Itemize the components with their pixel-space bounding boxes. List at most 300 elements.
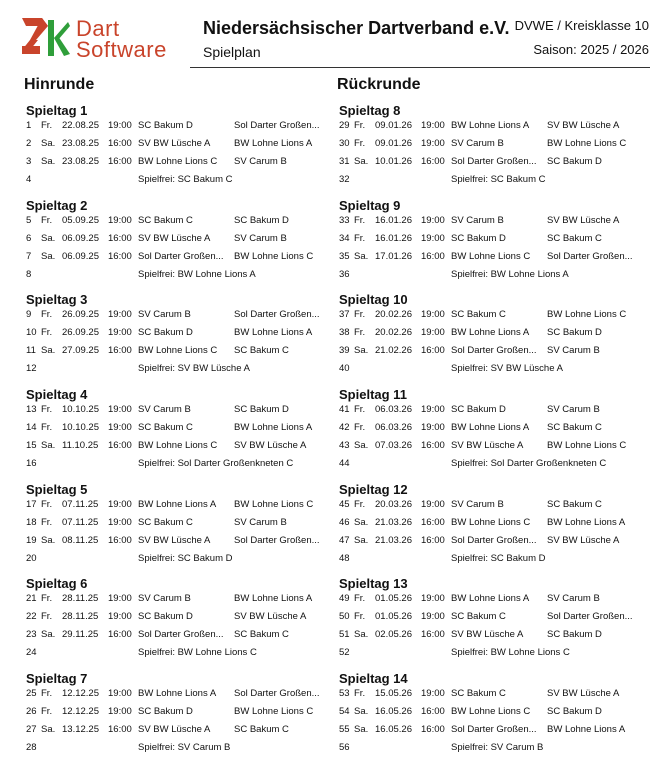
away-team: SC Bakum D [547,327,602,339]
bye-number: 44 [339,458,350,470]
away-team: SV BW Lüsche A [547,534,620,546]
dart-software-logo-icon [20,16,72,60]
away-team: BW Lohne Lions C [547,309,627,321]
match-time: 16:00 [421,629,445,641]
home-team: Sol Darter Großen... [451,534,537,546]
home-team: BW Lohne Lions C [451,250,531,262]
home-team: SV BW Lüsche A [138,138,211,149]
bye-team: Spielfrei: SV Carum B [451,742,544,754]
home-team: SC Bakum D [138,120,193,131]
match-number: 43 [339,440,350,452]
away-team: BW Lohne Lions A [547,724,626,736]
match-time: 16:00 [108,138,132,149]
match-time: 19:00 [108,611,132,623]
match-date: 06.03.26 [375,422,412,434]
match-weekday: Sa. [354,706,369,718]
match-weekday: Fr. [41,404,53,416]
match-time: 16:00 [108,232,132,244]
bye-number: 28 [26,742,37,754]
away-team: BW Lohne Lions A [234,327,313,339]
home-team: SC Bakum D [138,706,193,718]
match-time: 19:00 [421,593,445,605]
match-weekday: Sa. [41,534,56,546]
rueckrunde-column [335,102,655,765]
away-team: SC Bakum D [547,156,602,167]
match-date: 17.01.26 [375,250,412,262]
away-team: SC Bakum C [234,629,289,641]
match-number: 41 [339,404,350,416]
bye-number: 36 [339,268,350,280]
match-time: 19:00 [108,422,132,434]
away-team: SV BW Lüsche A [547,120,620,131]
match-date: 26.09.25 [62,309,99,321]
match-number: 29 [339,120,350,131]
match-weekday: Fr. [354,422,366,434]
away-team: SC Bakum C [547,422,602,434]
match-time: 16:00 [108,629,132,641]
match-number: 30 [339,138,350,149]
match-date: 05.09.25 [62,214,99,226]
match-weekday: Sa. [41,345,56,357]
match-weekday: Sa. [354,156,369,167]
match-time: 19:00 [421,404,445,416]
away-team: BW Lohne Lions C [234,498,314,510]
match-date: 09.01.26 [375,120,412,131]
document-subtitle: Spielplan [203,44,261,60]
match-date: 20.02.26 [375,309,412,321]
match-number: 38 [339,327,350,339]
home-team: SC Bakum C [138,214,193,226]
match-date: 21.03.26 [375,516,412,528]
match-weekday: Fr. [354,688,366,700]
match-date: 10.10.25 [62,404,99,416]
match-number: 17 [26,498,37,510]
logo-wordmark [76,18,167,60]
match-number: 21 [26,593,37,605]
match-time: 19:00 [108,498,132,510]
bye-team: Spielfrei: BW Lohne Lions A [138,268,256,280]
bye-number: 32 [339,174,350,185]
match-time: 16:00 [108,534,132,546]
home-team: SV Carum B [138,593,191,605]
matchday-block [22,386,342,481]
match-date: 15.05.26 [375,688,412,700]
match-date: 20.02.26 [375,327,412,339]
home-team: Sol Darter Großen... [138,250,224,262]
match-weekday: Fr. [41,309,53,321]
away-team: SC Bakum C [547,232,602,244]
home-team: SC Bakum C [451,688,506,700]
away-team: BW Lohne Lions C [547,138,627,149]
home-team: SV Carum B [451,138,504,149]
match-weekday: Fr. [41,422,53,434]
away-team: Sol Darter Großen... [234,120,320,131]
home-team: SV Carum B [451,498,504,510]
match-weekday: Sa. [354,516,369,528]
home-team: SV Carum B [138,309,191,321]
away-team: SC Bakum C [547,498,602,510]
match-number: 14 [26,422,37,434]
match-number: 23 [26,629,37,641]
matchday-block [335,386,655,481]
match-weekday: Fr. [41,593,53,605]
match-number: 9 [26,309,32,321]
match-time: 19:00 [421,232,445,244]
match-weekday: Sa. [354,629,369,641]
logo-line-1: Dart [76,16,120,41]
away-team: SV Carum B [547,404,600,416]
away-team: BW Lohne Lions A [547,516,626,528]
match-number: 42 [339,422,350,434]
match-time: 16:00 [421,534,445,546]
match-weekday: Sa. [41,250,56,262]
away-team: SC Bakum C [234,724,289,736]
away-team: Sol Darter Großen... [234,534,320,546]
match-weekday: Fr. [354,120,366,131]
match-date: 20.03.26 [375,498,412,510]
match-weekday: Fr. [41,120,53,131]
matchday-block [335,481,655,576]
match-weekday: Sa. [354,534,369,546]
match-time: 16:00 [108,250,132,262]
match-time: 19:00 [108,688,132,700]
away-team: BW Lohne Lions C [234,250,314,262]
bye-team: Spielfrei: SV Carum B [138,742,231,754]
bye-team: Spielfrei: SC Bakum C [138,174,233,185]
match-date: 01.05.26 [375,611,412,623]
home-team: Sol Darter Großen... [138,629,224,641]
match-number: 55 [339,724,350,736]
away-team: Sol Darter Großen... [234,309,320,321]
match-time: 19:00 [421,120,445,131]
match-time: 16:00 [108,345,132,357]
bye-number: 52 [339,647,350,659]
logo-line-2: Software [76,37,167,62]
matchday-block [22,197,342,292]
away-team: SC Bakum D [547,629,602,641]
match-date: 16.01.26 [375,214,412,226]
match-number: 6 [26,232,32,244]
match-number: 54 [339,706,350,718]
home-team: SV BW Lüsche A [451,440,524,452]
home-team: BW Lohne Lions A [451,593,530,605]
match-number: 51 [339,629,350,641]
away-team: SV Carum B [234,156,287,167]
matchday-block [22,575,342,670]
match-weekday: Sa. [41,232,56,244]
home-team: Sol Darter Großen... [451,345,537,357]
home-team: SV BW Lüsche A [451,629,524,641]
match-weekday: Sa. [354,440,369,452]
match-date: 01.05.26 [375,593,412,605]
home-team: SV BW Lüsche A [138,534,211,546]
match-weekday: Sa. [41,629,56,641]
bye-number: 16 [26,458,37,470]
matchday-block [335,670,655,765]
match-date: 07.11.25 [62,516,99,528]
match-date: 11.10.25 [62,440,99,452]
away-team: SV Carum B [547,593,600,605]
matchday-title: Spieltag 4 [26,387,88,403]
bye-number: 24 [26,647,37,659]
home-team: SV Carum B [138,404,191,416]
dart-software-logo [20,16,192,60]
match-date: 22.08.25 [62,120,99,131]
matchday-title: Spieltag 1 [26,103,88,118]
match-time: 16:00 [421,706,445,718]
match-time: 19:00 [108,120,132,131]
bye-number: 48 [339,552,350,564]
match-number: 27 [26,724,37,736]
match-weekday: Sa. [41,138,56,149]
match-weekday: Fr. [354,611,366,623]
home-team: SC Bakum C [451,611,506,623]
away-team: SC Bakum C [234,345,289,357]
away-team: BW Lohne Lions C [547,440,627,452]
matchday-title: Spieltag 14 [339,671,408,687]
bye-team: Spielfrei: BW Lohne Lions C [451,647,570,659]
match-date: 26.09.25 [62,327,99,339]
matchday-title: Spieltag 12 [339,481,408,497]
organization-title: Niedersächsischer Dartverband e.V. [203,18,510,38]
match-date: 29.11.25 [62,629,99,641]
bye-number: 4 [26,174,32,185]
match-time: 16:00 [421,345,445,357]
hinrunde-column [22,102,342,765]
match-date: 07.03.26 [375,440,412,452]
away-team: Sol Darter Großen... [234,688,320,700]
match-number: 35 [339,250,350,262]
match-time: 19:00 [421,327,445,339]
match-weekday: Fr. [354,232,366,244]
match-time: 19:00 [108,214,132,226]
match-time: 16:00 [108,440,132,452]
match-number: 37 [339,309,350,321]
away-team: SC Bakum D [547,706,602,718]
match-date: 08.11.25 [62,534,99,546]
home-team: BW Lohne Lions C [138,440,218,452]
match-time: 16:00 [108,156,132,167]
home-team: SC Bakum C [138,422,193,434]
match-weekday: Fr. [41,706,53,718]
match-weekday: Sa. [354,724,369,736]
match-weekday: Fr. [354,327,366,339]
match-date: 10.01.26 [375,156,412,167]
match-date: 23.08.25 [62,156,99,167]
bye-team: Spielfrei: Sol Darter Großenkneten C [451,458,607,470]
match-date: 27.09.25 [62,345,99,357]
match-number: 22 [26,611,37,623]
matchday-block [335,102,655,197]
match-date: 09.01.26 [375,138,412,149]
match-date: 02.05.26 [375,629,412,641]
matchday-block [335,575,655,670]
match-time: 19:00 [108,309,132,321]
match-weekday: Fr. [41,214,53,226]
match-time: 16:00 [421,250,445,262]
match-time: 19:00 [108,706,132,718]
away-team: SV Carum B [234,516,287,528]
match-date: 06.09.25 [62,232,99,244]
match-time: 16:00 [421,516,445,528]
league-label: DVWE / Kreisklasse 10 [514,18,649,33]
away-team: SV BW Lüsche A [234,440,307,452]
match-weekday: Fr. [354,593,366,605]
bye-number: 56 [339,742,350,754]
match-date: 28.11.25 [62,611,99,623]
match-weekday: Sa. [354,250,369,262]
match-time: 19:00 [421,422,445,434]
match-weekday: Fr. [41,688,53,700]
home-team: BW Lohne Lions C [451,706,531,718]
match-number: 7 [26,250,32,262]
match-time: 16:00 [421,724,445,736]
match-number: 33 [339,214,350,226]
match-number: 5 [26,214,32,226]
match-number: 13 [26,404,37,416]
matchday-block [22,670,342,765]
match-number: 34 [339,232,350,244]
match-weekday: Fr. [41,611,53,623]
bye-team: Spielfrei: SV BW Lüsche A [451,363,563,375]
match-number: 47 [339,534,350,546]
home-team: Sol Darter Großen... [451,156,537,167]
match-number: 31 [339,156,350,167]
matchday-block [22,102,342,197]
match-weekday: Sa. [354,345,369,357]
match-time: 19:00 [421,611,445,623]
match-number: 2 [26,138,32,149]
home-team: SV BW Lüsche A [138,724,211,736]
matchday-block [22,291,342,386]
home-team: BW Lohne Lions A [451,422,530,434]
match-weekday: Fr. [354,138,366,149]
match-date: 12.12.25 [62,706,99,718]
home-team: BW Lohne Lions A [451,120,530,131]
match-date: 21.03.26 [375,534,412,546]
header-divider [190,67,650,68]
bye-team: Spielfrei: BW Lohne Lions A [451,268,569,280]
home-team: BW Lohne Lions A [138,688,217,700]
match-number: 53 [339,688,350,700]
bye-number: 8 [26,268,32,280]
match-date: 16.05.26 [375,724,412,736]
bye-number: 12 [26,363,37,375]
away-team: SC Bakum D [234,404,289,416]
home-team: SC Bakum C [138,516,193,528]
match-time: 19:00 [421,688,445,700]
bye-number: 20 [26,552,37,564]
bye-team: Spielfrei: SC Bakum C [451,174,546,185]
home-team: BW Lohne Lions C [138,345,218,357]
match-number: 11 [26,345,36,357]
home-team: BW Lohne Lions A [138,498,217,510]
match-weekday: Fr. [41,498,53,510]
match-number: 39 [339,345,350,357]
match-date: 16.01.26 [375,232,412,244]
away-team: SV BW Lüsche A [547,688,620,700]
home-team: SC Bakum D [451,232,506,244]
match-date: 28.11.25 [62,593,99,605]
home-team: BW Lohne Lions A [451,327,530,339]
matchday-title: Spieltag 5 [26,481,88,497]
away-team: SV BW Lüsche A [234,611,307,623]
hinrunde-title: Hinrunde [24,76,95,93]
match-time: 19:00 [421,138,445,149]
matchday-title: Spieltag 2 [26,197,88,213]
match-number: 46 [339,516,350,528]
match-weekday: Fr. [354,498,366,510]
away-team: BW Lohne Lions A [234,138,313,149]
matchday-title: Spieltag 3 [26,292,88,308]
matchday-title: Spieltag 9 [339,197,401,213]
away-team: BW Lohne Lions C [234,706,314,718]
home-team: SC Bakum D [451,404,506,416]
match-time: 19:00 [108,516,132,528]
home-team: BW Lohne Lions C [138,156,218,167]
match-date: 06.09.25 [62,250,99,262]
match-weekday: Sa. [41,156,56,167]
matchday-title: Spieltag 6 [26,576,88,592]
matchday-block [22,481,342,576]
home-team: Sol Darter Großen... [451,724,537,736]
match-date: 07.11.25 [62,498,99,510]
match-time: 19:00 [421,498,445,510]
match-number: 10 [26,327,37,339]
match-date: 06.03.26 [375,404,412,416]
match-time: 19:00 [108,404,132,416]
bye-team: Spielfrei: SC Bakum D [451,552,546,564]
match-number: 19 [26,534,37,546]
bye-team: Spielfrei: SC Bakum D [138,552,233,564]
match-date: 16.05.26 [375,706,412,718]
match-number: 45 [339,498,350,510]
match-number: 25 [26,688,37,700]
match-weekday: Sa. [41,440,56,452]
home-team: SC Bakum C [451,309,506,321]
away-team: SC Bakum D [234,214,289,226]
rueckrunde-title: Rückrunde [337,76,421,93]
away-team: BW Lohne Lions A [234,593,313,605]
matchday-title: Spieltag 7 [26,671,88,687]
match-date: 21.02.26 [375,345,412,357]
match-weekday: Fr. [354,309,366,321]
matchday-title: Spieltag 10 [339,292,408,308]
bye-team: Spielfrei: Sol Darter Großenkneten C [138,458,294,470]
match-weekday: Fr. [354,214,366,226]
matchday-block [335,197,655,292]
away-team: SV Carum B [234,232,287,244]
home-team: SV BW Lüsche A [138,232,211,244]
match-number: 50 [339,611,350,623]
match-time: 19:00 [108,327,132,339]
matchday-title: Spieltag 13 [339,576,408,592]
match-number: 3 [26,156,32,167]
matchday-title: Spieltag 11 [339,387,407,403]
bye-team: Spielfrei: SV BW Lüsche A [138,363,250,375]
match-weekday: Fr. [41,516,53,528]
match-number: 15 [26,440,37,452]
away-team: Sol Darter Großen... [547,611,633,623]
away-team: SV BW Lüsche A [547,214,620,226]
away-team: BW Lohne Lions A [234,422,313,434]
away-team: SV Carum B [547,345,600,357]
home-team: SC Bakum D [138,611,193,623]
match-date: 12.12.25 [62,688,99,700]
home-team: BW Lohne Lions C [451,516,531,528]
matchday-block [335,291,655,386]
match-time: 16:00 [421,440,445,452]
